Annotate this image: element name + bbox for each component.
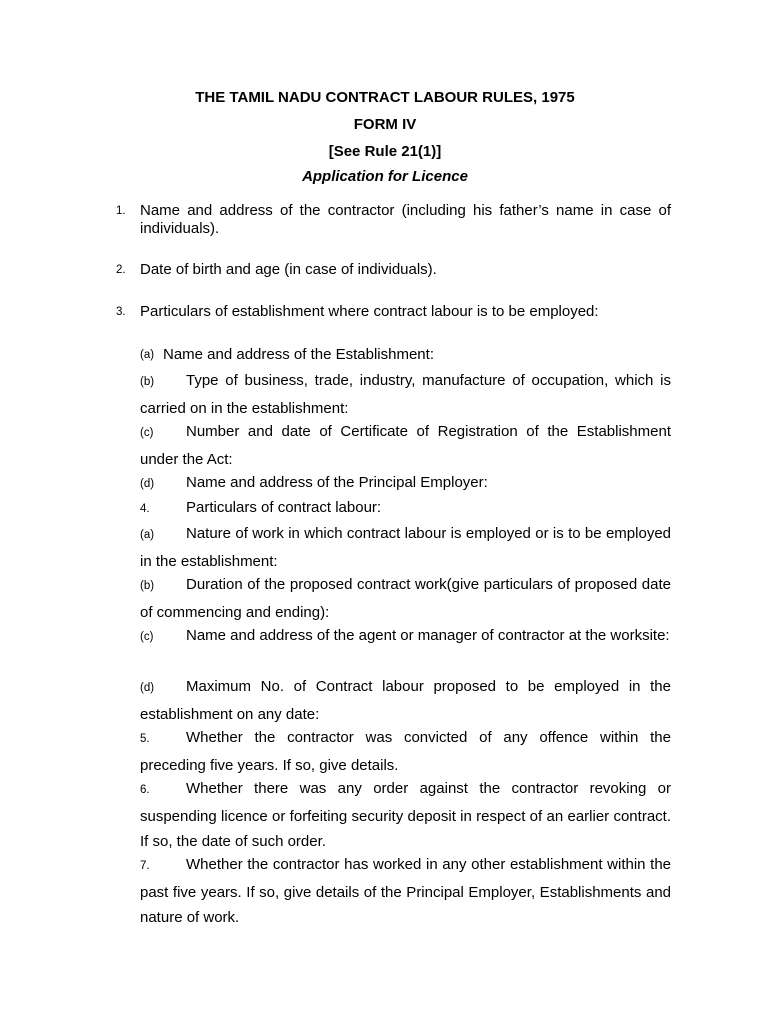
item-number: 2. xyxy=(116,264,126,276)
paragraph xyxy=(140,521,671,574)
paragraph-mark: (d) xyxy=(140,682,155,694)
rule-reference: [See Rule 21(1)] xyxy=(328,143,442,160)
item-number: 1. xyxy=(116,205,126,217)
paragraph-mark: (b) xyxy=(140,376,155,388)
paragraph xyxy=(140,572,671,625)
paragraph xyxy=(140,725,671,778)
paragraph-text: Duration of the proposed contract work(give particulars of proposed date of commencing and ending): xyxy=(140,576,671,621)
paragraph xyxy=(140,674,671,727)
paragraph xyxy=(140,495,671,523)
paragraph-text: Nature of work in which contract labour is employed or is to be employed in the establishment: xyxy=(140,525,671,570)
paragraph-mark: (b) xyxy=(140,580,155,592)
paragraph-mark: 5. xyxy=(140,733,150,745)
paragraph-text: Particulars of contract labour: xyxy=(186,499,382,516)
form-subtitle: Application for Licence xyxy=(302,168,468,185)
paragraph-mark: (d) xyxy=(140,478,155,490)
paragraph xyxy=(140,776,671,855)
paragraph xyxy=(140,368,671,421)
paragraph-mark: (c) xyxy=(140,631,154,643)
paragraph-text: Maximum No. of Contract labour proposed to be employed in the establishment on any date: xyxy=(140,678,671,723)
paragraph-text: Whether the contractor was convicted of any offence within the preceding five years. If so, give details. xyxy=(140,729,671,774)
paragraph xyxy=(140,470,671,498)
sub-item-text: Name and address of the Establishment: xyxy=(163,346,434,363)
paragraph-text: Name and address of the Principal Employer: xyxy=(186,474,488,491)
paragraph-mark: (c) xyxy=(140,427,154,439)
item-text: Name and address of the contractor (including his father’s name in case of individuals). xyxy=(140,202,671,237)
sub-item-mark: (a) xyxy=(140,349,155,361)
paragraph-mark: 7. xyxy=(140,860,150,872)
form-title: THE TAMIL NADU CONTRACT LABOUR RULES, 1975 xyxy=(195,89,575,106)
paragraph-text: Number and date of Certificate of Registration of the Establishment under the Act: xyxy=(140,423,671,468)
paragraph-text: Whether the contractor has worked in any other establishment within the past five years. If so, give details of the Principal Employer, Establishments and nature of work. xyxy=(140,856,671,926)
paragraph-text: Whether there was any order against the contractor revoking or suspending licence or forfeiting security deposit in respect of an earlier contract. If so, the date of such order. xyxy=(140,780,671,850)
item-text: Particulars of establishment where contract labour is to be employed: xyxy=(140,303,599,320)
paragraph xyxy=(140,419,671,472)
paragraph-mark: 6. xyxy=(140,784,150,796)
paragraph-text: Type of business, trade, industry, manufacture of occupation, which is carried on in the establishment: xyxy=(140,372,671,417)
paragraph-text: Name and address of the agent or manager of contractor at the worksite: xyxy=(186,627,670,644)
paragraph-mark: 4. xyxy=(140,503,150,515)
paragraph xyxy=(140,623,671,651)
paragraph-mark: (a) xyxy=(140,529,155,541)
paragraph xyxy=(140,852,671,931)
item-number: 3. xyxy=(116,306,126,318)
form-number: FORM IV xyxy=(353,116,417,133)
item-text: Date of birth and age (in case of individuals). xyxy=(140,261,437,278)
